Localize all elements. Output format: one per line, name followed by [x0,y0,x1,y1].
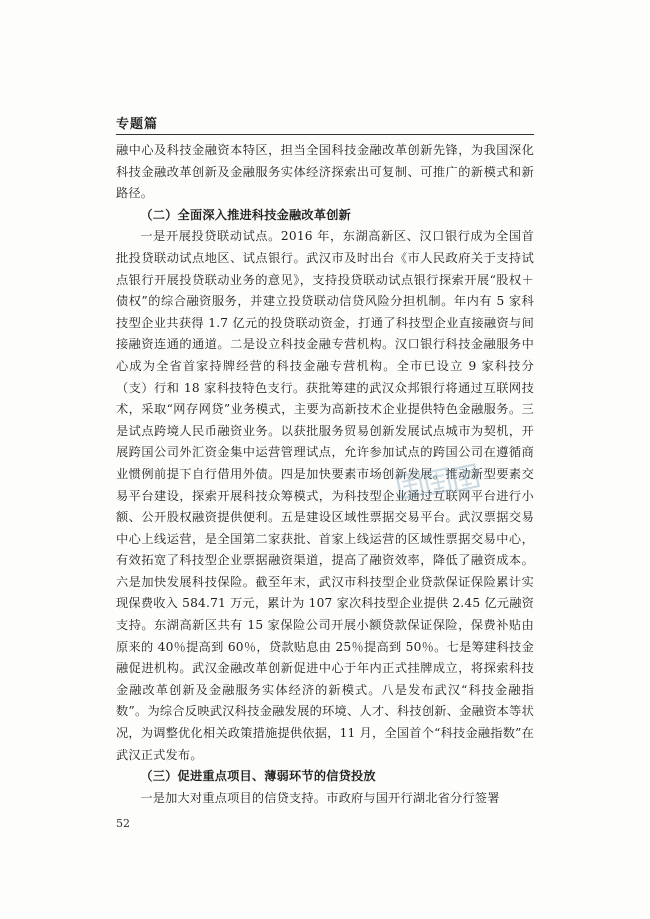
paragraph-continued: 融中心及科技金融资本特区，担当全国科技金融改革创新先锋，为我国深化科技金融改革创新及金融服务实体经济探索出可复制、可推广的新模式和新路径。 [116,143,534,201]
paragraph-3: 一是加大对重点项目的信贷支持。市政府与国开行湖北省分行签署 [140,790,500,805]
page-number: 52 [116,817,130,830]
subheading-2: （二）全面深入推进科技金融改革创新 [140,207,351,222]
subheading-3: （三）促进重点项目、薄弱环节的信贷投放 [140,769,376,784]
paragraph-2: 一是开展投贷联动试点。2016 年，东湖高新区、汉口银行成为全国首批投贷联动试点地区、试点银行。武汉市及时出台《市人民政府关于支持试点银行开展投贷联动业务的意见》，支持投贷联动试点银行探索开展“股权＋债权”的综合融资服务，并建立投贷联动信贷风险分担机制。年内有 5 家科技型企业共获得 1.7 亿元的投贷联动资金，打通了科技型企业直接融资与间接融资连通的通道。二是设立科技金融专营机构。汉口银行科技金融服务中心成为全省首家持牌经营的科技金融专营机构。全市已设立 9 家科技分（支）行和 18 家科技特色支行。获批筹建的武汉众邦银行将通过互联网技术，采取“网存网贷”业务模式，主要为高新技术企业提供特色金融服务。三是试点跨境人民币融资业务。以获批服务贸易创新发展试点城市为契机，开展跨国公司外汇资金集中运营管理试点，允许参加试点的跨国公司在遵循商业惯例前提下自行借用外债。四是加快要素市场创新发展。推动新型要素交易平台建设，探索开展科技众筹模式，为科技型企业通过互联网平台进行小额、公开股权融资提供便利。五是建设区域性票据交易平台。武汉票据交易中心上线运营，是全国第二家获批、首家上线运营的区域性票据交易中心，有效拓宽了科技型企业票据融资渠道，提高了融资效率，降低了融资成本。六是加快发展科技保险。截至年末，武汉市科技型企业贷款保证保险累计实现保费收入 584.71 万元，累计为 107 家次科技型企业提供 2.45 亿元融资支持。东湖高新区共有 15 家保险公司开展小额贷款保证保险，保费补贴由原来的 40％提高到 60％，贷款贴息由 25％提高到 50％。七是筹建科技金融促进机构。武汉金融改革创新促进中心于年内正式挂牌成立，将探索科技金融改革创新及金融服务实体经济的新模式。八是发布武汉“科技金融指数”。为综合反映武汉科技金融发展的环境、人才、科技创新、金融资本等状况，为调整优化相关政策措施提供依据，11 月，全国首个“科技金融指数”在武汉正式发布。 [116,229,534,762]
header-rule [116,134,534,135]
section-header-label: 专题篇 [116,117,159,132]
